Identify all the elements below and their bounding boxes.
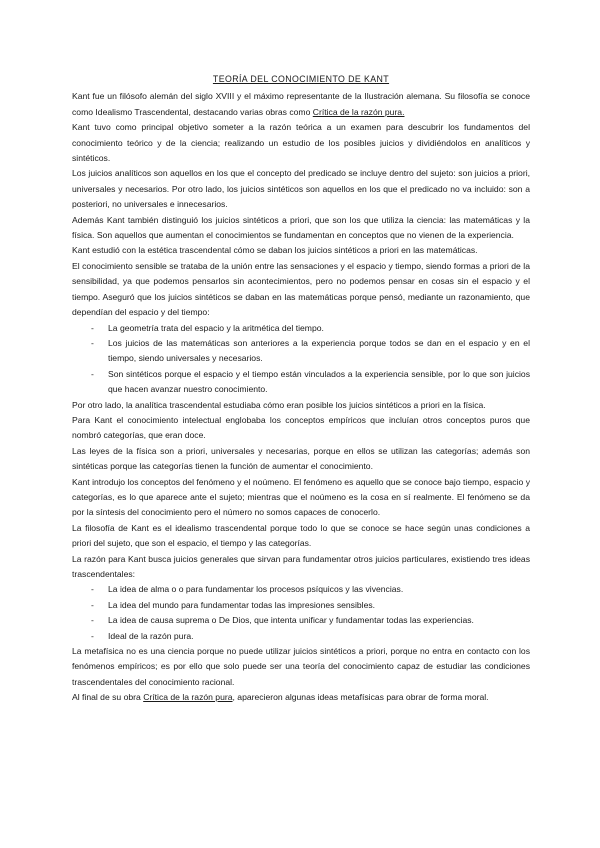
work-title-link: Crítica de la razón pura. — [312, 106, 405, 117]
paragraph-sensible-knowledge: El conocimiento sensible se trataba de la unión entre las sensaciones y el espacio y tiempo, siendo formas a priori de la sensibilidad, ya que podemos pensarlos sin acontecimientos, pero no podemos pensar en cosas sin el espacio y el tiempo. Aseguró que los juicios sintéticos se daban en las matemáticas porque pensó, mediante un razonamiento, que dependían del espacio y del tiempo: — [72, 260, 530, 318]
list-item: - Los juicios de las matemáticas son anteriores a la experiencia porque todos se dan en el espacio y en el tiempo, siendo universales y necesarios. — [91, 336, 530, 367]
paragraph-intro — [72, 89, 530, 120]
paragraph-conclusion — [72, 690, 530, 705]
paragraph-text: Kant fue un filósofo alemán del siglo XVIII y el máximo representante de la Ilustración alemana. Su filosofía se conoce como Idealismo Trascendental, destacando varias obras como — [72, 91, 530, 117]
paragraph-reason: La razón para Kant busca juicios generales que sirvan para fundamentar otros juicios particulares, existiendo tres ideas trascendentales: — [72, 553, 530, 579]
paragraph-transcendental-analytic: Por otro lado, la analítica trascendental estudiaba cómo eran posible los juicios sintéticos a priori en la física. — [72, 399, 486, 410]
list-item: - La idea del mundo para fundamentar todas las impresiones sensibles. — [91, 598, 530, 613]
work-title-link: Crítica de la razón pura — [143, 692, 233, 703]
list-item: - La idea de alma o o para fundamentar los procesos psíquicos y las vivencias. — [91, 582, 530, 597]
document-title: TEORÍA DEL CONOCIMIENTO DE KANT — [212, 74, 390, 84]
paragraph-physics-laws: Las leyes de la física son a priori, universales y necesarias, porque en ellos se utilizan las categorías; además son sintéticas porque las categorías tienen la función de aumentar el conocimiento. — [72, 445, 530, 472]
mathematics-reasons-list — [72, 321, 530, 398]
list-item: - La idea de causa suprema o De Dios, que intenta unificar y fundamentar todas las experiencias. — [91, 613, 530, 628]
paragraph-analytic-judgments: Los juicios analíticos son aquellos en los que el concepto del predicado se incluye dentro del sujeto: son juicios a priori, universales y necesarios. Por otro lado, los juicios sintéticos son aquellos en los que el predicado no va incluido: son a posteriori, no universales e innecesarios. — [72, 168, 530, 210]
list-item: - Ideal de la razón pura. — [91, 629, 530, 644]
paragraph-metaphysics: La metafísica no es una ciencia porque no puede utilizar juicios sintéticos a priori, porque no entra en contacto con los fenómenos empíricos; es por ello que solo puede ser una teoría del conocimiento capaz de estudiar las condiciones trascendentales del conocimiento racional. — [72, 646, 530, 687]
paragraph-transcendental-idealism: La filosofía de Kant es el idealismo trascendental porque todo lo que se conoce se hace según unas condiciones a priori del sujeto, que son el espacio, el tiempo y las categorías. — [72, 522, 530, 549]
paragraph-intellectual-knowledge: Para Kant el conocimiento intelectual englobaba los conceptos empíricos que incluían otros conceptos puros que nombró categorías, que eran doce. — [72, 414, 530, 441]
paragraph-text: , aparecieron algunas ideas metafísicas para obrar de forma moral. — [232, 692, 489, 703]
paragraph-transcendental-aesthetic: Kant estudió con la estética trascendental cómo se daban los juicios sintéticos a priori en las matemáticas. — [72, 245, 478, 256]
list-item: - Son sintéticos porque el espacio y el tiempo están vinculados a la experiencia sensible, por lo que son juicios que hacen avanzar nuestro conocimiento. — [91, 367, 530, 398]
paragraph-objective: Kant tuvo como principal objetivo someter a la razón teórica a un examen para descubrir los fundamentos del conocimiento teórico y de la ciencia; realizando un estudio de los posibles juicios y dividiéndolos en analíticos y sintéticos. — [72, 122, 530, 164]
paragraph-phenomenon-noumenon: Kant introdujo los conceptos del fenómeno y el noúmeno. El fenómeno es aquello que se conoce bajo tiempo, espacio y categorías, es lo que aparece ante el sujeto; mientras que el noúmeno es la cosa en sí realmente. El fenómeno se da por la síntesis del conocimiento pero el número no somos capaces de conocerlo. — [72, 476, 530, 518]
list-item: - La geometría trata del espacio y la aritmética del tiempo. — [91, 321, 530, 336]
paragraph-text: Al final de su obra — [72, 692, 144, 703]
paragraph-synthetic-a-priori: Además Kant también distinguió los juicios sintéticos a priori, que son los que utiliza la ciencia: las matemáticas y la física. Son aquellos que aumentan el conocimientos se fundamentan en conceptos que no vienen de la experiencia. — [72, 214, 530, 241]
transcendental-ideas-list — [72, 582, 530, 644]
